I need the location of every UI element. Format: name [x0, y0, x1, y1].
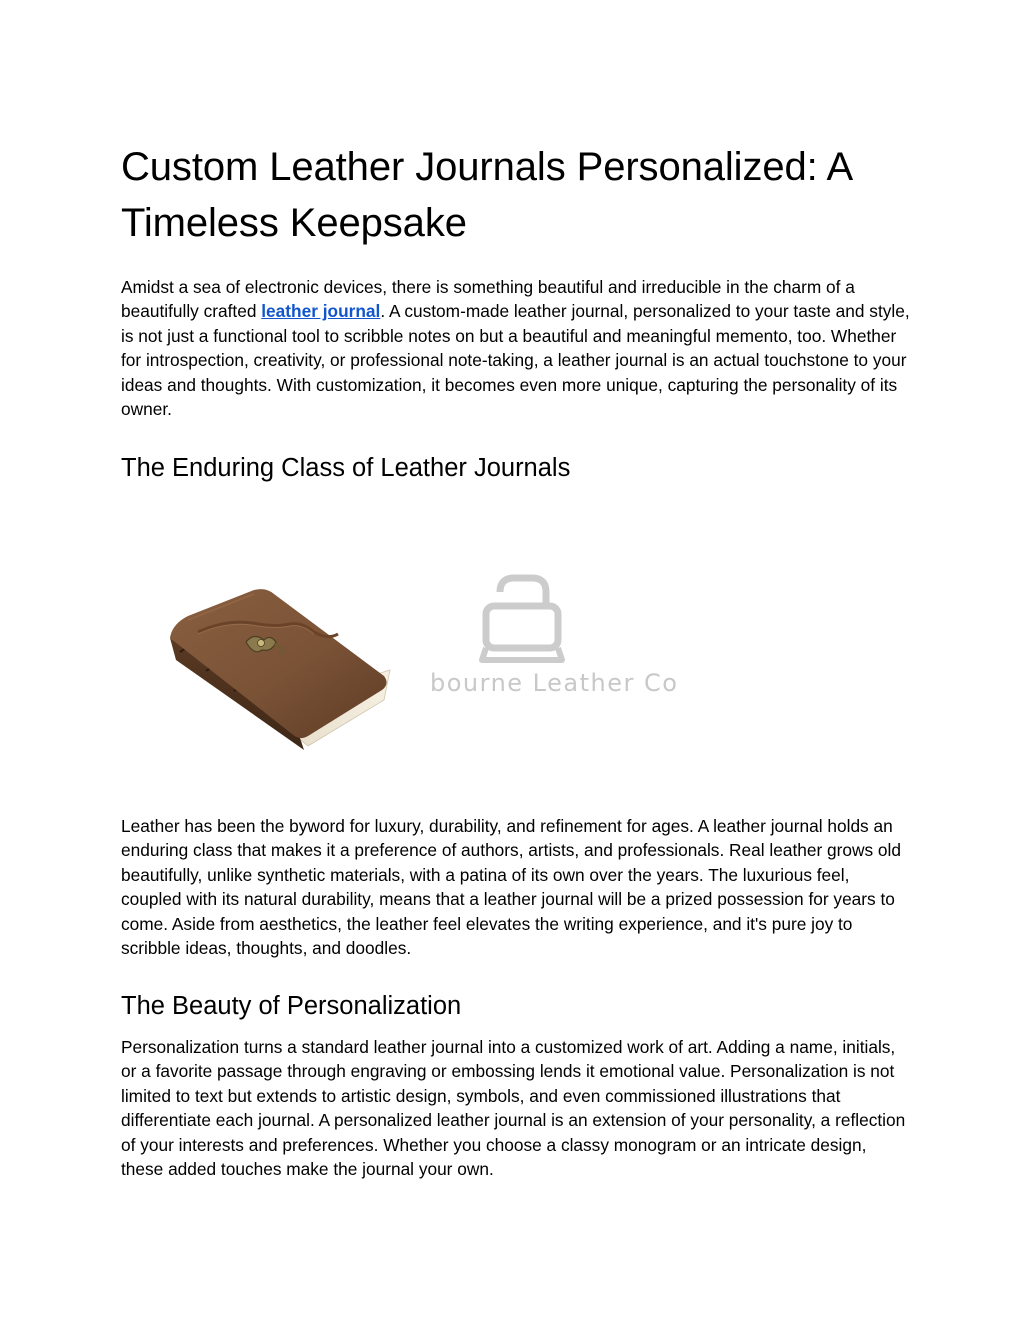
watermark-logo [430, 578, 678, 697]
leather-journal-image [158, 560, 678, 760]
section-paragraph-enduring-class: Leather has been the byword for luxury, durability, and refinement for ages. A leather journal holds an enduring class that makes it a preference of authors, artists, and professionals. Real leather grows old beautifully, unlike synthetic materials, with a patina of its own over the years. The luxurious feel, coupled with its natural durability, means that a leather journal will be a prized possession for years to come. Aside from aesthetics, the leather feel elevates the writing experience, and it's pure joy to scribble ideas, thoughts, and doodles. [121, 816, 901, 959]
intro-text-after-link: . A custom-made leather journal, personalized to your taste and style, is not just a functional tool to scribble notes on but a beautiful and meaningful memento, too. Whether for introspection, creativity, or professional note-taking, a leather journal is an actual touchstone to your ideas and thoughts. With customization, it becomes even more unique, capturing the personality of its owner. [121, 301, 910, 420]
section-heading-personalization: The Beauty of Personalization [121, 992, 462, 1020]
section-paragraph-personalization: Personalization turns a standard leather journal into a customized work of art. Adding a name, initials, or a favorite passage through engraving or embossing lends it emotional value. Personalization is not limited to text but extends to artistic design, symbols, and even commissioned illustrations that differentiate each journal. A personalized leather journal is an extension of your personality, a reflection of your interests and preferences. Whether you choose a classy monogram or an intricate design, these added touches make the journal your own. [121, 1037, 906, 1180]
journal-book-illustration [170, 589, 390, 750]
watermark-text: bourne Leather Co [430, 669, 678, 697]
intro-text-before-link: Amidst a sea of electronic devices, there is something beautiful and irreducible in the charm of a beautifully crafted [121, 277, 855, 322]
intro-paragraph [121, 275, 911, 421]
shopping-bag-icon [482, 578, 562, 660]
section-heading-enduring-class: The Enduring Class of Leather Journals [121, 454, 571, 482]
leather-journal-link[interactable]: leather journal [261, 301, 381, 322]
document-title: Custom Leather Journals Personalized: A Timeless Keepsake [121, 145, 851, 245]
